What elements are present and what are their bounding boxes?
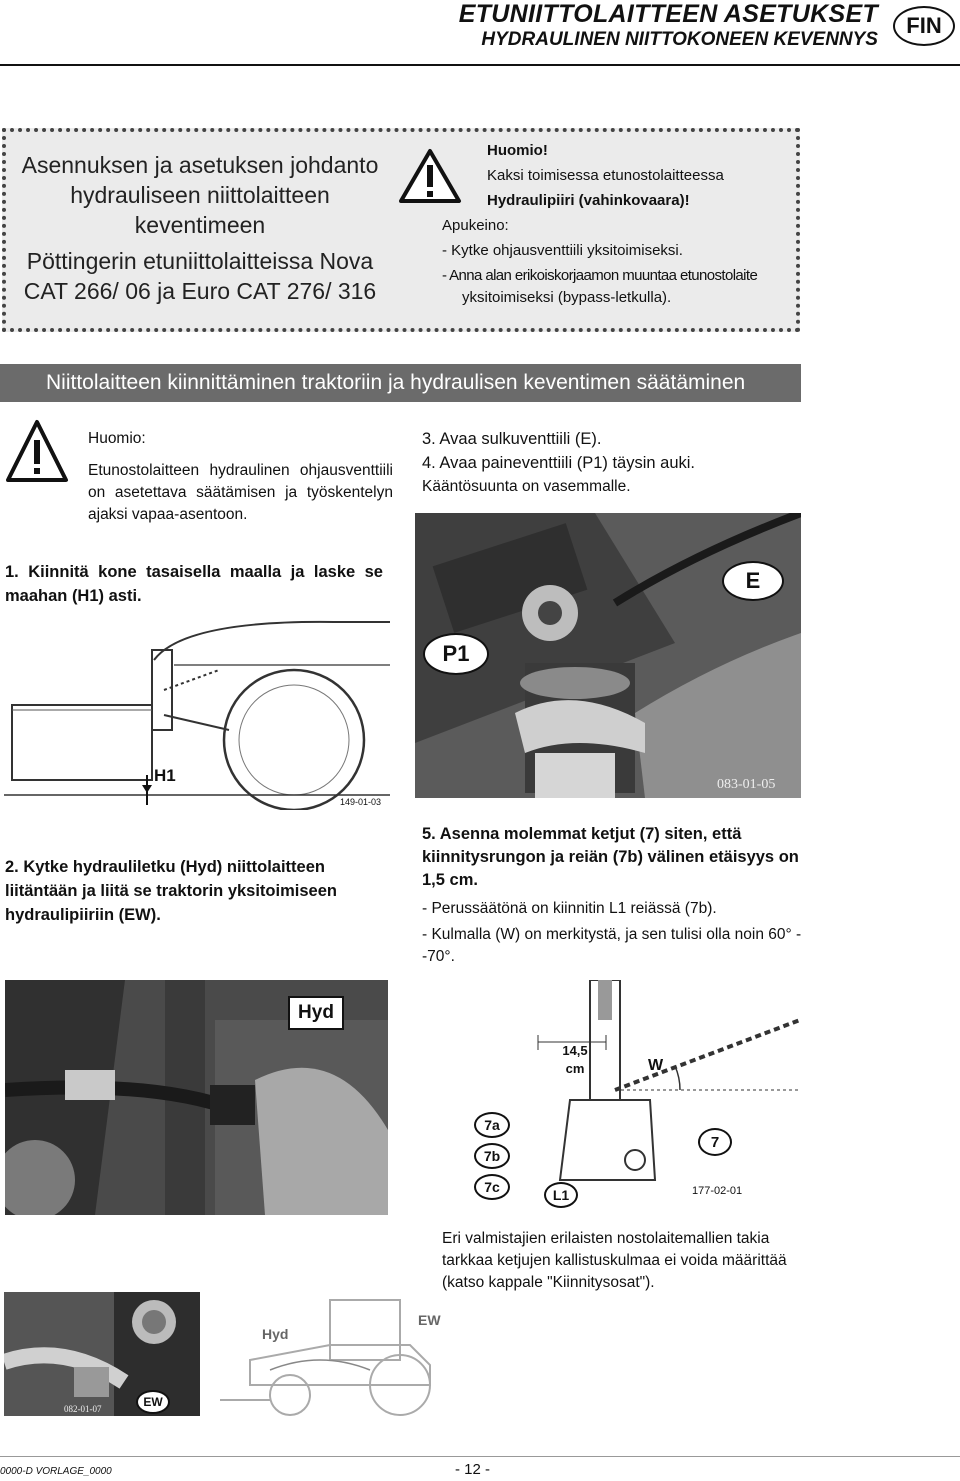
label-w: W [648,1057,664,1074]
figure-code: 082-01-07 [64,1404,102,1414]
steps-3-4 [422,428,802,498]
label-p1: P1 [423,633,489,675]
document-title: ETUNIITTOLAITTEEN ASETUKSET [458,0,878,28]
step-2: 2. Kytke hydrauliletku (Hyd) niittolaitteen liitäntään ja liitä se traktorin yksitoimiseen hydraulipiiriin (EW). [5,858,337,924]
step-1: 1. Kiinnitä kone tasaisella maalla ja laske se maahan (H1) asti. [5,563,383,605]
step-5-item-1: - Perussäätönä on kiinnitin L1 reiässä (7b). [422,900,717,917]
dimension-label [550,1042,600,1078]
label-hyd-small: Hyd [262,1326,289,1342]
intro-line-1: Asennuksen ja asetuksen johdanto [21,152,379,178]
label-l1: L1 [544,1182,578,1208]
intro-line-5: CAT 266/ 06 ja Euro CAT 276/ 316 [23,278,377,304]
tractor-photo-illustration [4,1292,200,1416]
intro-line-3: keventimeen [134,212,266,238]
label-hyd: Hyd [288,996,344,1030]
step-5: 5. Asenna molemmat ketjut (7) siten, että kiinnitysrungon ja reiän (7b) välinen etäisyys on 1,5 cm. [422,825,799,889]
chain-line-drawing [420,980,800,1208]
top-warning-title: Huomio! [487,142,548,159]
note-title: Huomio: [88,430,146,447]
section-heading: Niittolaitteen kiinnittäminen traktoriin ja hydraulisen keventimen säätäminen [0,364,801,402]
note-text: Etunostolaitteen hydraulinen ohjausventtiili on asetettava säätämisen ja työskentelyn ajaksi vapaa-asentoon. [88,462,393,523]
step-5-item-2: - Kulmalla (W) on merkitystä, ja sen tulisi olla noin 60° - -70°. [422,926,802,965]
top-warning [442,140,792,309]
photo-valves [415,513,801,798]
document-subtitle: HYDRAULINEN NIITTOKONEEN KEVENNYS [481,29,878,50]
remedy-item-2b: yksitoimiseksi (bypass-letkulla). [462,289,672,306]
footer-rule [0,1456,960,1457]
figure-code: 083-01-05 [717,777,776,792]
step-4-note: Kääntösuunta on vasemmalle. [422,478,631,495]
figure-chain-drawing [420,980,800,1208]
label-7b: 7b [474,1143,510,1169]
figure-code: 149-01-03 [340,797,382,807]
intro-heading [10,150,390,306]
language-badge: FIN [893,6,955,46]
note-block [88,428,393,526]
remedy-item-2: - Anna alan erikoiskorjaamon muuntaa etunostolaite [442,267,758,284]
dimension-value: 14,5 [562,1043,588,1058]
label-h1: H1 [154,766,176,785]
figure-mower-drawing [4,610,390,810]
footer-doc-code: 0000-D VORLAGE_0000 [0,1466,112,1477]
photo-hose-connection [5,980,388,1215]
label-7: 7 [698,1128,732,1156]
step-5-block [422,823,802,968]
intro-line-4: Pöttingerin etuniittolaitteissa Nova [26,248,374,274]
mower-line-drawing [4,610,390,810]
top-warning-line-2: Hydraulipiiri (vahinkovaara)! [487,192,690,209]
step-3: 3. Avaa sulkuventtiili (E). [422,430,602,448]
figure-code: 177-02-01 [692,1185,743,1197]
label-7a: 7a [474,1112,510,1138]
label-e: E [722,561,784,601]
remedy-item-1: - Kytke ohjausventtiili yksitoimiseksi. [442,242,683,259]
tractor-line-drawing [210,1290,460,1420]
label-7c: 7c [474,1174,510,1200]
intro-line-2: hydrauliseen niittolaitteen [70,182,330,208]
photo-tractor-hitch [4,1292,200,1416]
page-number: - 12 - [455,1461,491,1478]
label-ew-small: EW [418,1312,441,1328]
dimension-unit: cm [565,1061,585,1076]
remedy-label: Apukeino: [442,217,509,234]
label-ew: EW [136,1390,170,1414]
header-rule [0,64,960,66]
warning-triangle-icon [5,418,69,484]
top-warning-line-1: Kaksi toimisessa etunostolaitteessa [487,167,724,184]
step-4: 4. Avaa paineventtiili (P1) täysin auki. [422,454,696,472]
figure-tractor-outline [210,1290,460,1420]
final-note: Eri valmistajien erilaisten nostolaitemallien takia tarkkaa ketjujen kallistuskulmaa ei voida määrittää (katso kappale "Kiinnitysosat"). [442,1230,787,1291]
